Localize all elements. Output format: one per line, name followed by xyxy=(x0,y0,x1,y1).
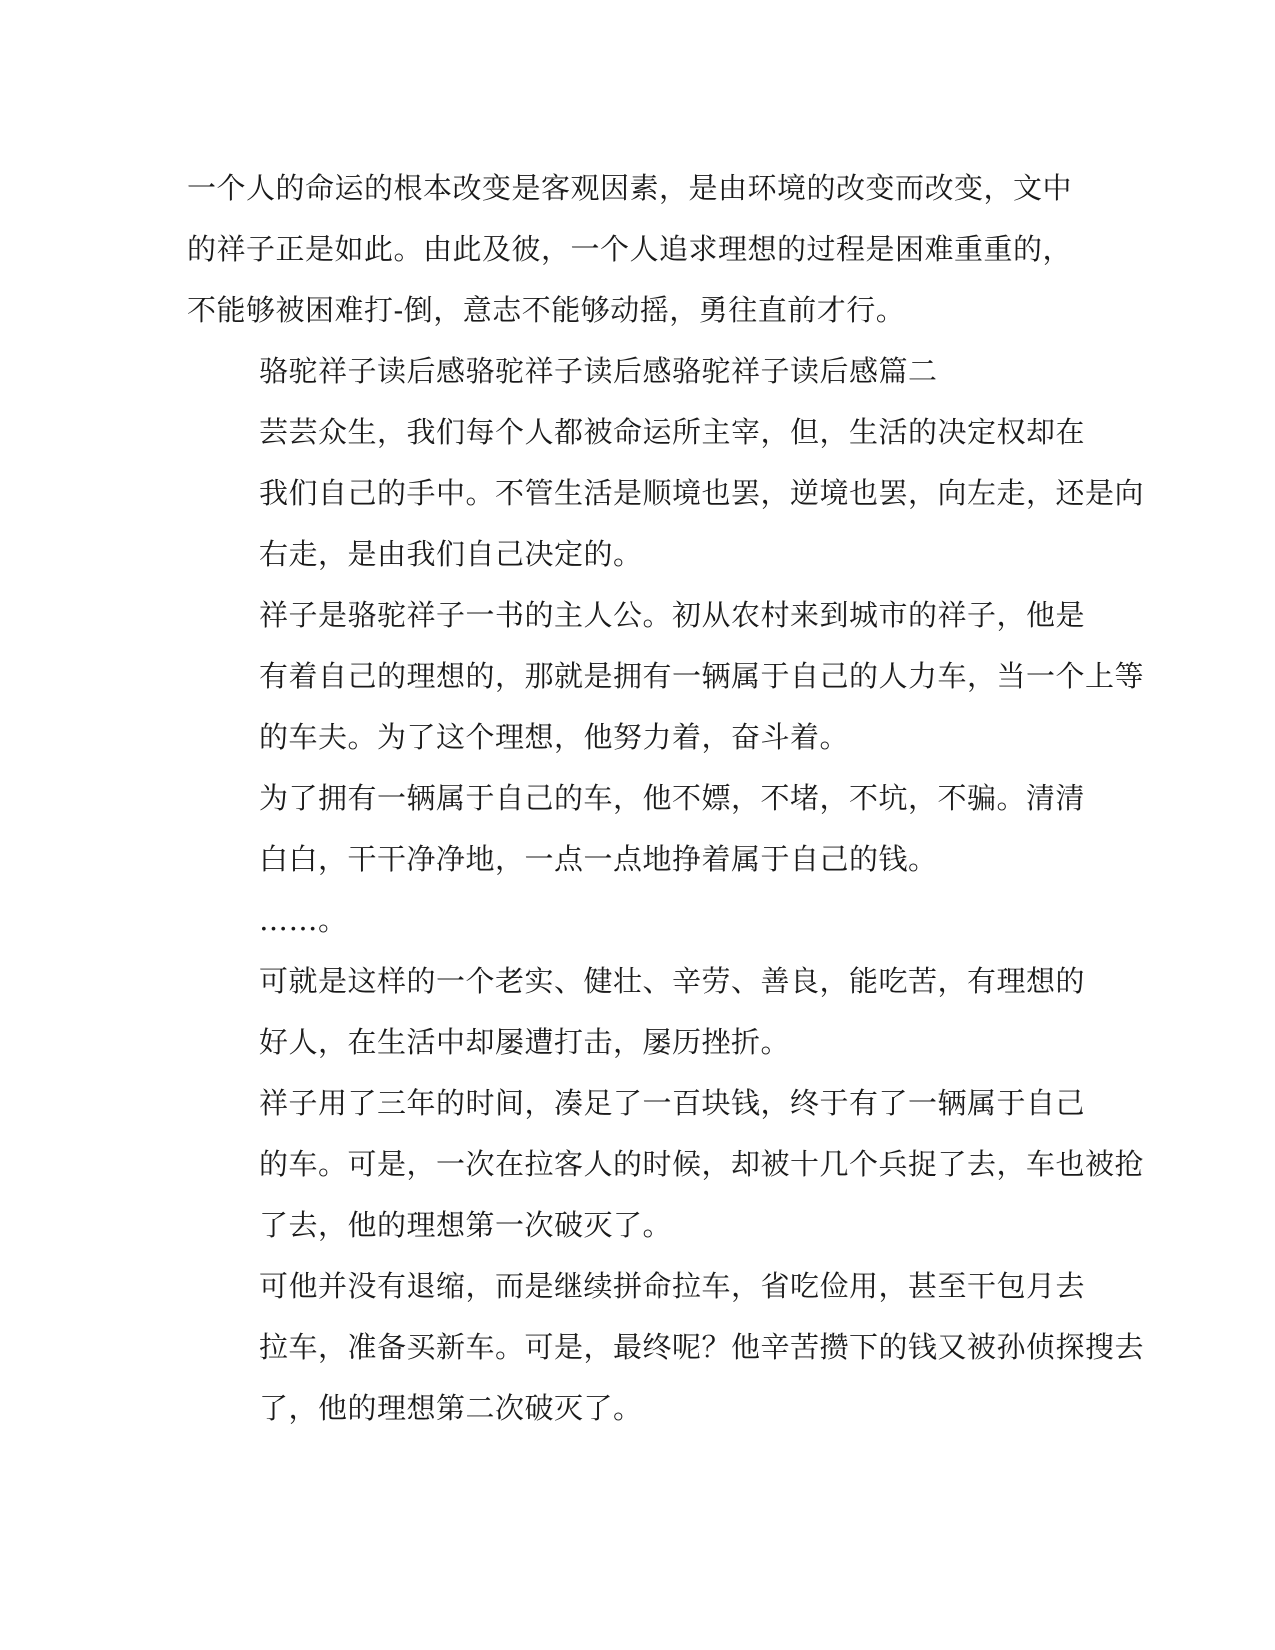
paragraph xyxy=(187,585,1145,768)
paragraph xyxy=(187,1256,1145,1439)
document-body xyxy=(187,158,1145,1439)
text-line: 祥子是骆驼祥子一书的主人公。初从农村来到城市的祥子，他是 xyxy=(259,598,1086,632)
text-line: 的车夫。为了这个理想，他努力着，奋斗着。 xyxy=(259,720,850,754)
text-line: 我们自己的手中。不管生活是顺境也罢，逆境也罢，向左走，还是向 xyxy=(259,476,1145,510)
paragraph xyxy=(187,768,1086,890)
text-line: 有着自己的理想的，那就是拥有一辆属于自己的人力车，当一个上等 xyxy=(259,659,1145,693)
paragraph xyxy=(187,158,1077,341)
text-line: 不能够被困难打-倒，意志不能够动摇，勇往直前才行。 xyxy=(187,293,906,327)
text-line: 可他并没有退缩，而是继续拼命拉车，省吃俭用，甚至干包月去 xyxy=(259,1269,1086,1303)
text-line: 一个人的命运的根本改变是客观因素，是由环境的改变而改变，文中 xyxy=(187,171,1073,205)
text-line: 了，他的理想第二次破灭了。 xyxy=(259,1391,643,1425)
paragraph xyxy=(187,951,1086,1073)
text-line: 了去，他的理想第一次破灭了。 xyxy=(259,1208,673,1242)
paragraph xyxy=(187,1073,1145,1256)
text-line: 为了拥有一辆属于自己的车，他不嫖，不堵，不坑，不骗。清清 xyxy=(259,781,1086,815)
section-heading xyxy=(187,341,1077,402)
text-line: 的祥子正是如此。由此及彼，一个人追求理想的过程是困难重重的， xyxy=(187,232,1073,266)
text-line: 白白，干干净净地，一点一点地挣着属于自己的钱。 xyxy=(259,842,938,876)
text-line: 可就是这样的一个老实、健壮、辛劳、善良，能吃苦，有理想的 xyxy=(259,964,1086,998)
text-line: 拉车，准备买新车。可是，最终呢？他辛苦攒下的钱又被孙侦探搜去 xyxy=(259,1330,1145,1364)
paragraph xyxy=(187,890,1077,951)
paragraph xyxy=(187,402,1145,585)
text-line: 好人，在生活中却屡遭打击，屡历挫折。 xyxy=(259,1025,791,1059)
text-line: 骆驼祥子读后感骆驼祥子读后感骆驼祥子读后感篇二 xyxy=(259,354,938,388)
text-line: 右走，是由我们自己决定的。 xyxy=(259,537,643,571)
text-line: 祥子用了三年的时间，凑足了一百块钱，终于有了一辆属于自己 xyxy=(259,1086,1086,1120)
text-line: ……。 xyxy=(259,903,348,937)
text-line: 芸芸众生，我们每个人都被命运所主宰，但，生活的决定权却在 xyxy=(259,415,1086,449)
text-line: 的车。可是，一次在拉客人的时候，却被十几个兵捉了去，车也被抢 xyxy=(259,1147,1145,1181)
